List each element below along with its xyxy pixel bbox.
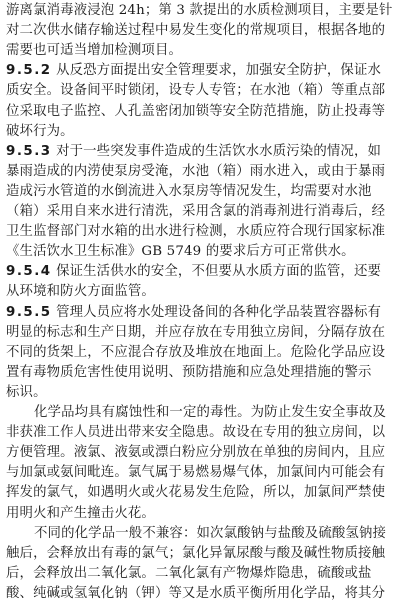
text-line xyxy=(6,21,385,41)
line-text: 化学品均具有腐蚀性和一定的毒性。为防止发生安全事故及 xyxy=(34,405,387,420)
text-line xyxy=(6,262,381,282)
text-line xyxy=(6,142,381,162)
line-text: 触后，会释放出有毒的氯气；氯化异氰尿酸与酸及碱性物质接触 xyxy=(6,545,386,561)
line-text: 非获准工作人员进出带来安全隐患。故设在专用的独立房间，以 xyxy=(6,425,386,441)
line-text: 管理人员应将水处理设备间的各种化学品装置容器标有 xyxy=(56,304,382,320)
line-text: 后，会释放出二氧化氯。二氧化氯有产物爆炸隐患，硫酸或盐 xyxy=(6,565,372,581)
line-text: 挥发的氯气，如遇明火或火花易发生危险，所以，加氯间严禁使 xyxy=(6,485,386,501)
line-text: 造成污水管道的水倒流进入水泵房等情况发生，均需要对水池 xyxy=(6,183,372,199)
text-line xyxy=(6,122,74,142)
text-line xyxy=(6,443,385,463)
text-line xyxy=(6,202,385,222)
line-text: 需要也可适当增加检测项目。 xyxy=(6,43,183,59)
text-line xyxy=(6,584,385,604)
text-line xyxy=(6,504,155,524)
line-text: 从环境和防火方面监管。 xyxy=(6,284,155,300)
text-line xyxy=(6,61,381,81)
line-text: 从反恐方面提出安全管理要求，加强安全防护，保证水 xyxy=(56,63,382,79)
text-line xyxy=(6,102,385,122)
line-text: 明显的标志和生产日期，并应存放在专用独立房间，分隔存放在 xyxy=(6,324,386,340)
line-text: 标识。 xyxy=(6,384,47,400)
clause-number: 9.5.4 xyxy=(6,264,52,280)
line-text: 与加氯或氨间毗连。氯气属于易燃易爆气体，加氯间内可能会有 xyxy=(6,465,386,481)
text-line xyxy=(6,544,385,564)
line-text: 质安全。设备间平时锁闭，设专人专管；在水池（箱）等重点部 xyxy=(6,83,386,99)
text-line xyxy=(6,1,393,21)
text-line xyxy=(6,463,385,483)
text-line xyxy=(6,564,372,584)
line-text: 暴雨造成的内涝使泵房受淹，水池（箱）雨水进入，或由于暴雨 xyxy=(6,163,386,179)
text-line xyxy=(6,363,372,383)
text-line xyxy=(34,403,386,423)
line-text: 游离氯消毒液浸泡 24h；第 3 款提出的水质检测项目，主要是针 xyxy=(6,3,393,18)
line-text: 保证生活供水的安全，不但要从水质方面的监管，还要 xyxy=(56,264,382,280)
line-text: 位采取电子监控、人孔盖密闭加锁等安全防范措施，防止投毒等 xyxy=(6,103,386,119)
text-line xyxy=(6,483,385,503)
clause-number: 9.5.2 xyxy=(6,63,52,79)
line-text: 酸、纯碱或氢氧化钠（钾）等又是水质平衡所用化学品，将其分 xyxy=(6,585,386,601)
text-line xyxy=(6,81,385,101)
clause-number: 9.5.5 xyxy=(6,304,52,320)
text-line xyxy=(34,524,386,544)
line-text: 置有毒物质危害性使用说明、预防措施和应急处理措施的警示 xyxy=(6,364,372,380)
text-line xyxy=(6,222,385,242)
text-line xyxy=(6,41,182,61)
text-line xyxy=(6,242,355,262)
line-text: 对于一些突发事件造成的生活饮水水质污染的情况，如 xyxy=(56,143,382,159)
text-line xyxy=(6,323,385,343)
text-line xyxy=(6,303,381,323)
text-line xyxy=(6,423,385,443)
text-line xyxy=(6,162,385,182)
text-line xyxy=(6,182,372,202)
line-text: 破坏行为。 xyxy=(6,123,74,139)
line-text: 用明火和产生撞击火花。 xyxy=(6,505,155,521)
line-text: 《生活饮水卫生标准》GB 5749 的要求后方可正常供水。 xyxy=(6,244,355,260)
line-text: （箱）采用自来水进行清洗，采用含氯的消毒剂进行消毒后，经 xyxy=(6,204,386,219)
line-text: 不同的化学品一般不兼容：如次氯酸钠与盐酸及硫酸氢钠接 xyxy=(34,525,387,541)
text-line xyxy=(6,282,155,302)
text-line xyxy=(6,383,47,403)
line-text: 不同的货架上，不应混合存放及堆放在地面上。危险化学品应设 xyxy=(6,344,386,360)
line-text: 卫生监督部门对水箱的出水进行检测，水质应符合现行国家标准 xyxy=(6,224,386,240)
text-line xyxy=(6,343,385,363)
line-text: 方便管理。液氯、液氨或漂白粉应分别放在单独的房间内，且应 xyxy=(6,445,386,461)
clause-number: 9.5.3 xyxy=(6,143,52,159)
line-text: 对二次供水储存输送过程中易发生变化的常规项目，根据各地的 xyxy=(6,23,386,39)
